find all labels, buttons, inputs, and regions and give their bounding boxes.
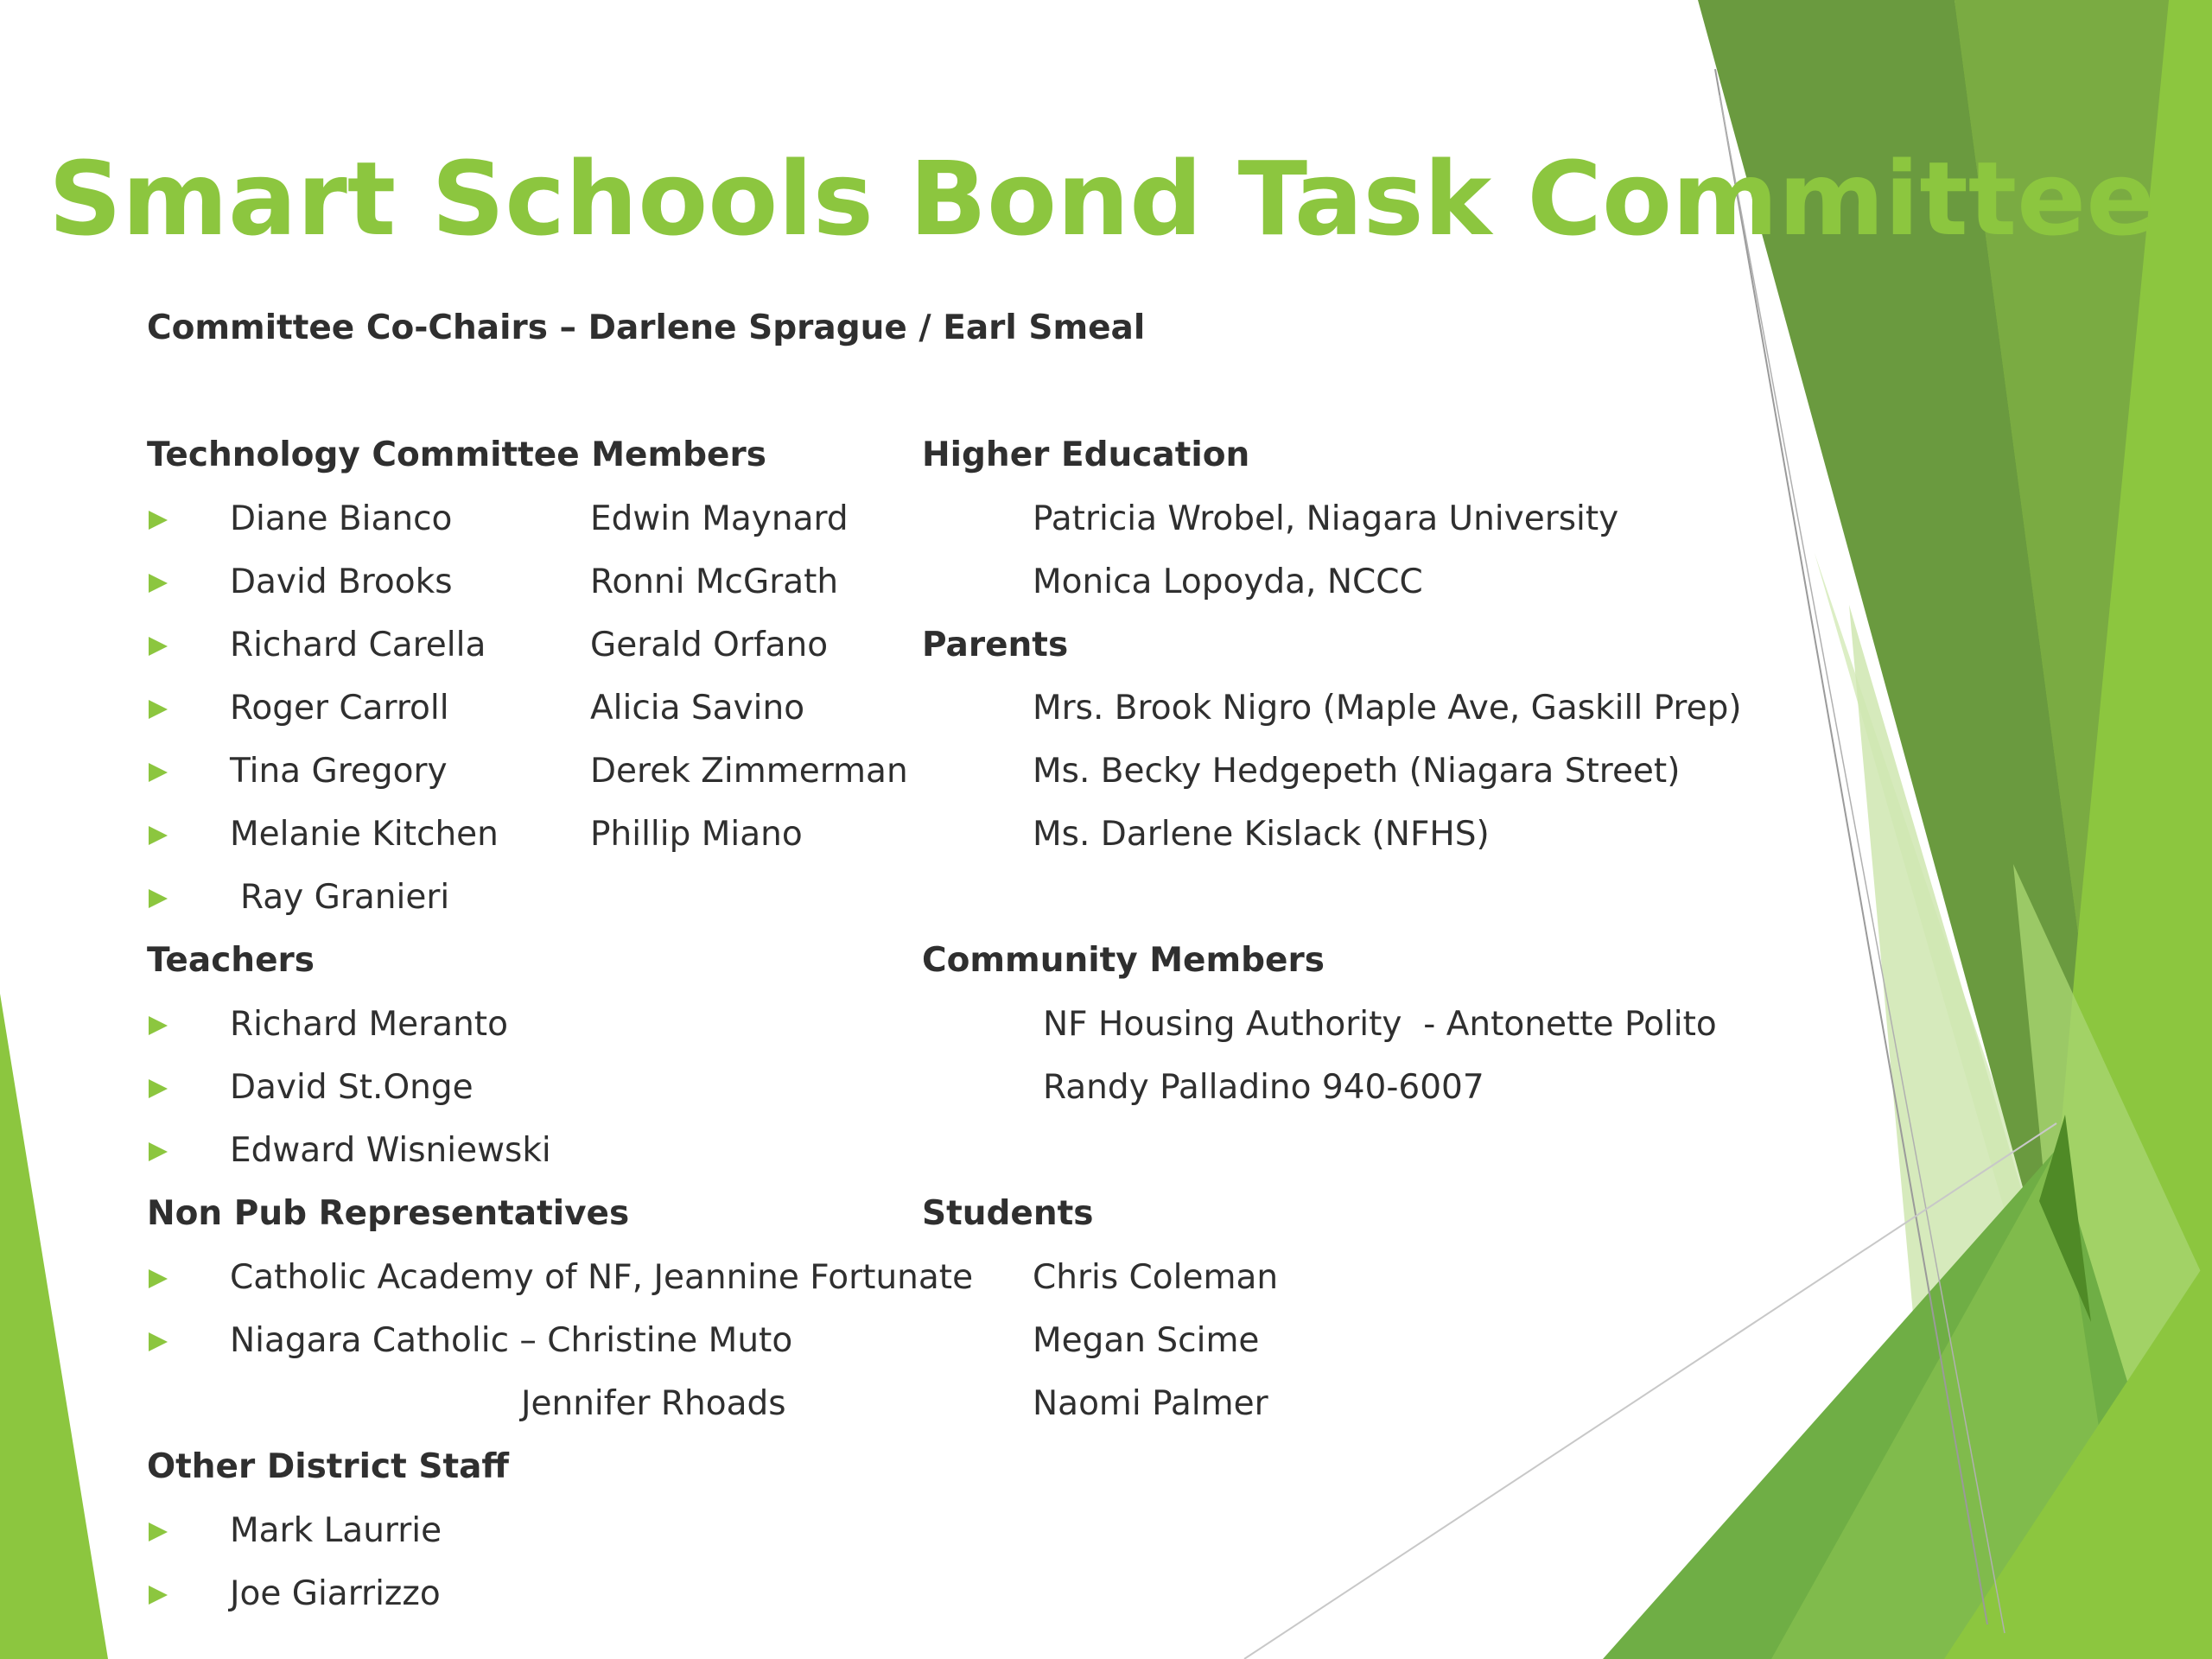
community-heading: Community Members bbox=[922, 941, 1325, 980]
teachers-heading: Teachers bbox=[147, 941, 315, 980]
list-item: Catholic Academy of NF, Jeannine Fortunate bbox=[230, 1258, 974, 1297]
list-item: Chris Coleman bbox=[1033, 1258, 1279, 1297]
technology-heading: Technology Committee Members bbox=[147, 435, 766, 474]
list-item: Gerald Orfano bbox=[590, 626, 829, 664]
parents-heading: Parents bbox=[922, 626, 1069, 664]
left-green-wedge bbox=[0, 994, 108, 1659]
list-item: Richard Meranto bbox=[230, 1005, 508, 1044]
list-item: Edwin Maynard bbox=[590, 499, 849, 538]
bullet-icon bbox=[149, 826, 168, 845]
bullet-icon bbox=[149, 574, 168, 593]
list-item: Joe Giarrizzo bbox=[230, 1574, 441, 1613]
bullet-icon bbox=[149, 1142, 168, 1161]
bullet-icon bbox=[149, 700, 168, 719]
list-item: NF Housing Authority - Antonette Polito bbox=[1043, 1005, 1717, 1044]
bullet-icon bbox=[149, 1016, 168, 1035]
other-staff-heading: Other District Staff bbox=[147, 1447, 510, 1486]
list-item: Niagara Catholic – Christine Muto bbox=[230, 1321, 793, 1360]
bullet-icon bbox=[149, 763, 168, 782]
list-item: Mark Laurrie bbox=[230, 1511, 442, 1550]
list-item: Randy Palladino 940-6007 bbox=[1043, 1068, 1484, 1107]
list-item: Monica Lopoyda, NCCC bbox=[1033, 563, 1423, 601]
list-item: Naomi Palmer bbox=[1033, 1384, 1268, 1423]
list-item: Tina Gregory bbox=[230, 752, 448, 791]
list-item: Patricia Wrobel, Niagara University bbox=[1033, 499, 1619, 538]
page-title: Smart Schools Bond Task Committee bbox=[48, 139, 2156, 258]
co-chairs: Committee Co-Chairs – Darlene Sprague / Earl Smeal bbox=[147, 308, 1146, 347]
list-item: Edward Wisniewski bbox=[230, 1131, 551, 1170]
bullet-icon bbox=[149, 637, 168, 656]
list-item: Alicia Savino bbox=[590, 689, 805, 728]
list-item: Ray Granieri bbox=[240, 878, 450, 917]
list-item: Ronni McGrath bbox=[590, 563, 839, 601]
list-item: Ms. Becky Hedgepeth (Niagara Street) bbox=[1033, 752, 1681, 791]
list-item: Mrs. Brook Nigro (Maple Ave, Gaskill Prep) bbox=[1033, 689, 1742, 728]
list-item: Megan Scime bbox=[1033, 1321, 1260, 1360]
list-item: Diane Bianco bbox=[230, 499, 453, 538]
list-item: Phillip Miano bbox=[590, 815, 803, 854]
bullet-icon bbox=[149, 511, 168, 530]
bullet-icon bbox=[149, 889, 168, 908]
list-item: Derek Zimmerman bbox=[590, 752, 908, 791]
nonpub-heading: Non Pub Representatives bbox=[147, 1194, 630, 1233]
list-item: Ms. Darlene Kislack (NFHS) bbox=[1033, 815, 1490, 854]
list-item: Jennifer Rhoads bbox=[521, 1384, 786, 1423]
list-item: Melanie Kitchen bbox=[230, 815, 499, 854]
bullet-icon bbox=[149, 1586, 168, 1605]
bullet-icon bbox=[149, 1332, 168, 1351]
list-item: Roger Carroll bbox=[230, 689, 449, 728]
list-item: David St.Onge bbox=[230, 1068, 474, 1107]
bullet-icon bbox=[149, 1522, 168, 1541]
higher-ed-heading: Higher Education bbox=[922, 435, 1250, 474]
bullet-icon bbox=[149, 1079, 168, 1098]
list-item: Richard Carella bbox=[230, 626, 486, 664]
students-heading: Students bbox=[922, 1194, 1094, 1233]
list-item: David Brooks bbox=[230, 563, 453, 601]
bullet-icon bbox=[149, 1269, 168, 1288]
